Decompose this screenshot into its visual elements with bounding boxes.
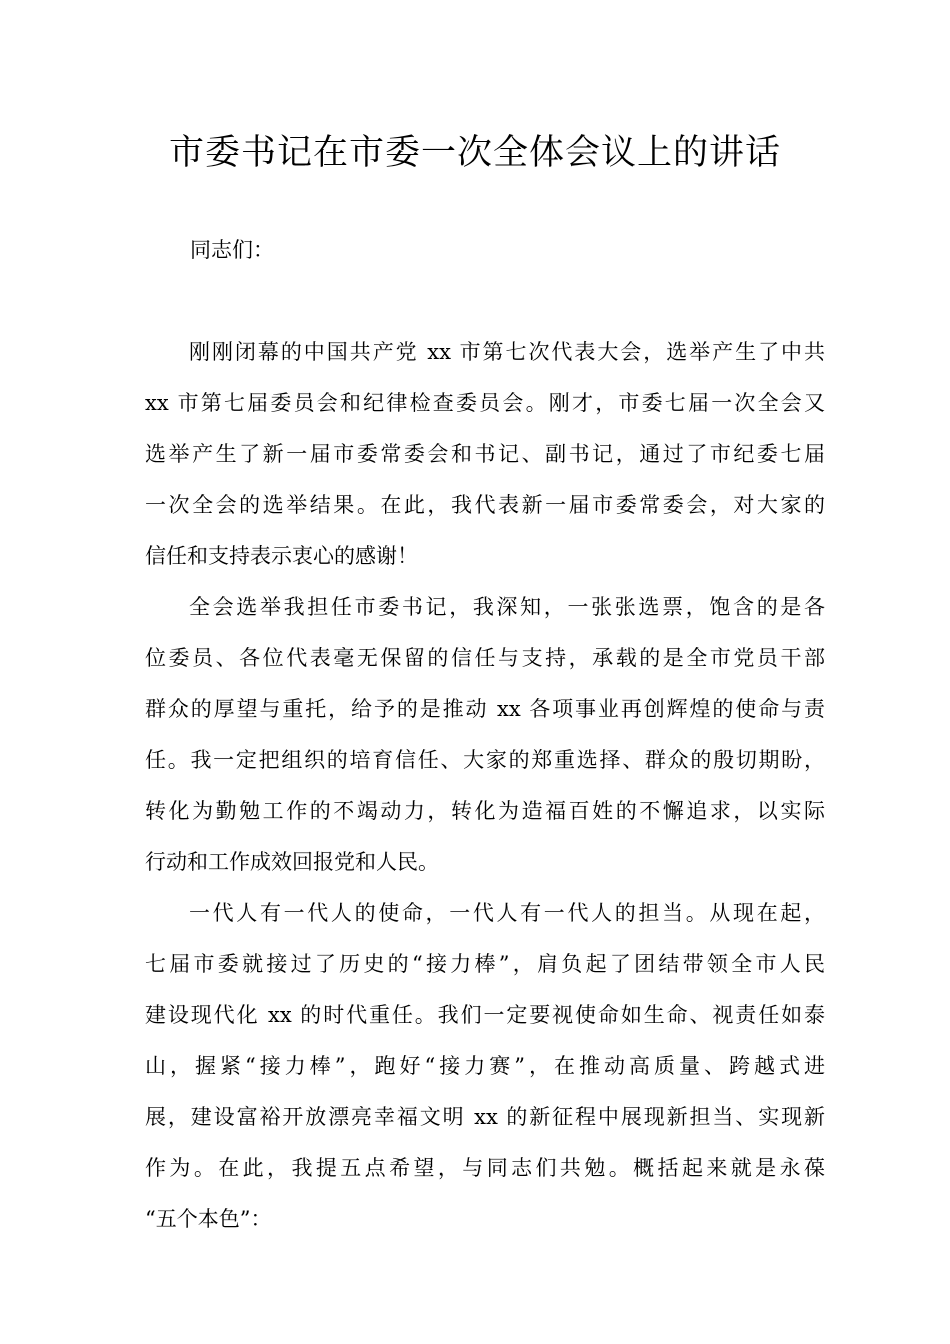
text-line: 作为。在此，我提五点希望，与同志们共勉。概括起来就是永葆: [145, 1156, 825, 1180]
text-line: 建设现代化 xx 的时代重任。我们一定要视使命如生命、视责任如泰: [145, 1003, 825, 1027]
paragraph-3: [145, 895, 825, 1252]
text-line: 刚刚闭幕的中国共产党 xx 市第七次代表大会，选举产生了中共: [189, 340, 825, 364]
text-line: 山，握紧“接力棒”，跑好“接力赛”，在推动高质量、跨越式进: [145, 1054, 825, 1078]
text-line: 一代人有一代人的使命，一代人有一代人的担当。从现在起，: [189, 901, 825, 925]
document-title: 市委书记在市委一次全体会议上的讲话: [168, 133, 781, 173]
text-line: 任。我一定把组织的培育信任、大家的郑重选择、群众的殷切期盼，: [145, 748, 825, 772]
text-line: “五个本色”：: [145, 1207, 272, 1231]
text-line: 位委员、各位代表毫无保留的信任与支持，承载的是全市党员干部: [145, 646, 825, 670]
text-line: 信任和支持表示衷心的感谢！: [145, 544, 418, 568]
text-line: 行动和工作成效回报党和人民。: [145, 850, 439, 874]
paragraph-2: [145, 589, 825, 895]
paragraph-1: [145, 334, 825, 589]
text-line: 一次全会的选举结果。在此，我代表新一届市委常委会，对大家的: [145, 493, 825, 517]
document-body: [145, 334, 825, 1252]
greeting: 同志们：: [190, 238, 274, 262]
text-line: 七届市委就接过了历史的“接力棒”，肩负起了团结带领全市人民: [145, 952, 825, 976]
text-line: xx 市第七届委员会和纪律检查委员会。刚才，市委七届一次全会又: [145, 391, 825, 415]
text-line: 全会选举我担任市委书记，我深知，一张张选票，饱含的是各: [189, 595, 825, 619]
text-line: 群众的厚望与重托，给予的是推动 xx 各项事业再创辉煌的使命与责: [145, 697, 825, 721]
text-line: 转化为勤勉工作的不竭动力，转化为造福百姓的不懈追求，以实际: [145, 799, 825, 823]
text-line: 展，建设富裕开放漂亮幸福文明 xx 的新征程中展现新担当、实现新: [145, 1105, 825, 1129]
text-line: 选举产生了新一届市委常委会和书记、副书记，通过了市纪委七届: [145, 442, 825, 466]
